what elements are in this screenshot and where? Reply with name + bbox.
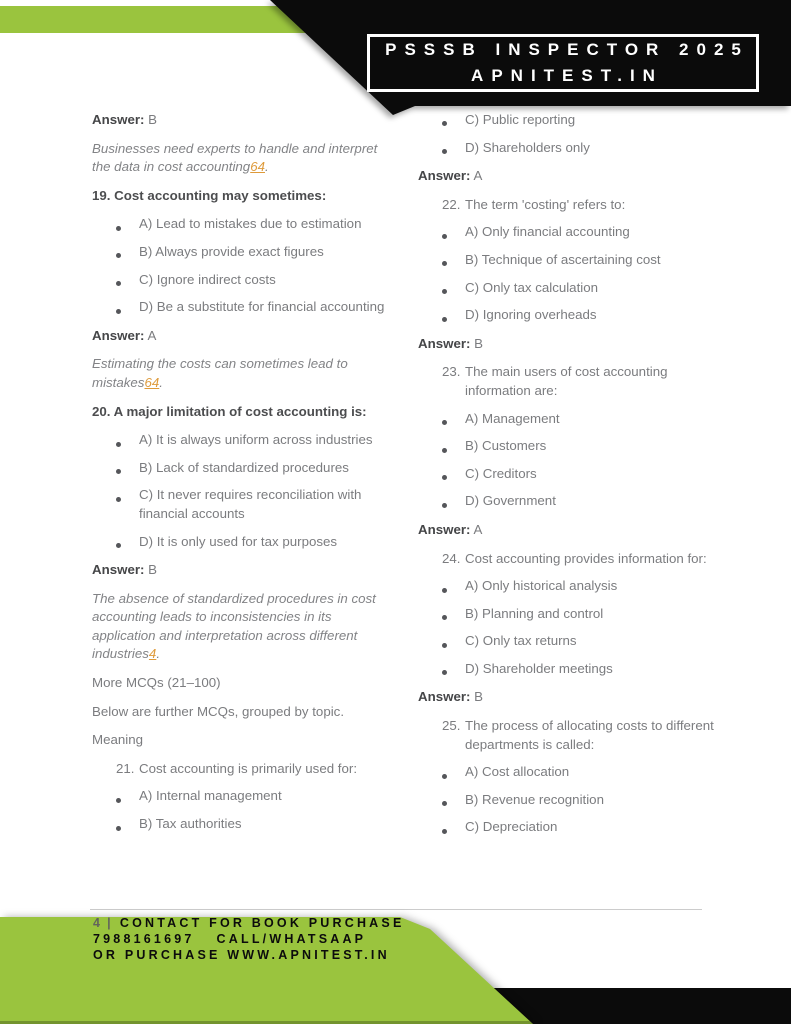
bullet-icon	[442, 420, 447, 425]
numbered-question	[418, 196, 720, 215]
bullet-icon	[442, 121, 447, 126]
footer-divider	[90, 909, 702, 910]
footer-whatsapp-label: CALL/WHATSAAP	[216, 932, 367, 946]
option-item	[92, 533, 394, 552]
explanation-text: The absence of standardized procedures in cost accounting leads to inconsistencies in its application and interpretation across different industries	[92, 590, 376, 662]
bullet-icon	[442, 317, 447, 322]
page-number: 4	[93, 916, 104, 930]
option-list	[92, 215, 394, 316]
option-list	[418, 410, 720, 511]
option-text: C) It never requires reconciliation with financial accounts	[139, 487, 362, 521]
bullet-marker	[442, 111, 465, 130]
option-item	[92, 298, 394, 317]
answer-value: A	[473, 521, 483, 537]
answer-value: B	[474, 335, 484, 351]
bullet-icon	[442, 289, 447, 294]
option-text: C) Ignore indirect costs	[139, 271, 276, 287]
question-number: 23.	[442, 364, 461, 380]
bullet-icon	[116, 469, 121, 474]
bullet-icon	[442, 149, 447, 154]
bullet-marker	[116, 815, 139, 834]
bullet-icon	[442, 503, 447, 508]
explanation-paragraph	[92, 355, 394, 392]
option-item	[418, 818, 720, 837]
question-text: Cost accounting is primarily used for:	[139, 760, 358, 776]
answer-label: Answer:	[92, 562, 145, 578]
question-text: The process of allocating costs to different departments is called:	[465, 718, 714, 752]
option-text: A) Cost allocation	[465, 764, 570, 780]
title-box	[367, 34, 759, 92]
answer-label: Answer:	[418, 689, 471, 705]
option-text: A) Management	[465, 410, 560, 426]
answer-label: Answer:	[92, 327, 145, 343]
paragraph: More MCQs (21–100)	[92, 675, 221, 691]
answer-line	[418, 521, 720, 540]
bullet-icon	[116, 253, 121, 258]
bullet-icon	[442, 829, 447, 834]
answer-label: Answer:	[418, 335, 471, 351]
option-text: B) Technique of ascertaining cost	[465, 251, 661, 267]
option-text: A) Lead to mistakes due to estimation	[139, 216, 362, 232]
bullet-marker	[442, 660, 465, 679]
option-text: B) Planning and control	[465, 605, 604, 621]
bullet-icon	[442, 448, 447, 453]
option-text: C) Depreciation	[465, 819, 558, 835]
option-item	[418, 251, 720, 270]
option-item	[92, 243, 394, 262]
numbered-question	[92, 760, 394, 779]
bullet-marker	[442, 410, 465, 429]
numbered-question	[418, 363, 720, 400]
bullet-icon	[116, 497, 121, 502]
bullet-marker	[442, 437, 465, 456]
bullet-marker	[442, 465, 465, 484]
bullet-marker	[116, 271, 139, 290]
option-item	[418, 279, 720, 298]
footer-website-label: OR PURCHASE WWW.APNITEST.IN	[93, 948, 390, 962]
bullet-icon	[116, 543, 121, 548]
option-item	[92, 815, 394, 834]
option-item	[92, 486, 394, 523]
option-text: D) Shareholder meetings	[465, 660, 613, 676]
bullet-marker	[116, 298, 139, 317]
question-heading: 20. A major limitation of cost accounting is:	[92, 403, 367, 419]
option-item	[92, 459, 394, 478]
option-item	[92, 215, 394, 234]
answer-line	[92, 327, 394, 346]
bullet-marker	[116, 787, 139, 806]
option-list	[92, 787, 394, 833]
answer-line	[418, 688, 720, 707]
bullet-marker	[116, 215, 139, 234]
bullet-icon	[442, 475, 447, 480]
question-text: Cost accounting provides information for:	[465, 550, 707, 566]
question-heading: 19. Cost accounting may sometimes:	[92, 187, 327, 203]
option-item	[418, 605, 720, 624]
option-list	[418, 223, 720, 324]
question-number: 22.	[442, 196, 461, 212]
option-item	[92, 431, 394, 450]
answer-value: A	[473, 168, 483, 184]
numbered-question	[418, 550, 720, 569]
answer-line	[92, 111, 394, 130]
bullet-icon	[442, 774, 447, 779]
option-text: B) Always provide exact figures	[139, 243, 324, 259]
bullet-icon	[442, 670, 447, 675]
bullet-marker	[442, 632, 465, 651]
bullet-marker	[442, 605, 465, 624]
option-item	[418, 223, 720, 242]
option-text: C) Only tax calculation	[465, 279, 599, 295]
bullet-marker	[442, 818, 465, 837]
question-number: 21.	[116, 760, 135, 776]
bullet-marker	[116, 459, 139, 478]
answer-line	[418, 167, 720, 186]
bullet-marker	[116, 486, 139, 523]
answer-value: B	[148, 112, 158, 127]
answer-line	[92, 561, 394, 580]
bullet-marker	[442, 279, 465, 298]
bullet-marker	[442, 223, 465, 242]
option-item	[418, 632, 720, 651]
option-item	[418, 660, 720, 679]
option-text: B) Revenue recognition	[465, 791, 604, 807]
bullet-icon	[116, 309, 121, 314]
option-item	[418, 437, 720, 456]
explanation-paragraph	[92, 140, 394, 177]
paragraph: Below are further MCQs, grouped by topic.	[92, 703, 345, 719]
option-text: B) Lack of standardized procedures	[139, 459, 349, 475]
option-item	[92, 787, 394, 806]
option-text: C) Public reporting	[465, 112, 576, 127]
answer-value: B	[148, 562, 158, 578]
bullet-marker	[442, 251, 465, 270]
bullet-icon	[442, 234, 447, 239]
question-text: The main users of cost accounting information are:	[465, 364, 668, 398]
bullet-marker	[116, 533, 139, 552]
paragraph: Meaning	[92, 732, 144, 748]
content-column-right	[418, 111, 720, 847]
explanation-paragraph	[92, 590, 394, 664]
option-list	[418, 111, 720, 157]
bullet-icon	[442, 261, 447, 266]
explanation-period: .	[265, 159, 269, 175]
option-list	[92, 431, 394, 551]
option-text: B) Tax authorities	[139, 816, 242, 832]
page-title-line-1: PSSSB INSPECTOR 2025	[385, 40, 749, 59]
option-item	[418, 306, 720, 325]
question-number: 24.	[442, 550, 461, 566]
bullet-icon	[442, 588, 447, 593]
option-text: D) It is only used for tax purposes	[139, 533, 338, 549]
bullet-icon	[442, 615, 447, 620]
bullet-icon	[116, 798, 121, 803]
option-text: D) Be a substitute for financial accounting	[139, 299, 385, 315]
question-number: 25.	[442, 718, 461, 734]
answer-label: Answer:	[92, 112, 145, 127]
bullet-marker	[442, 763, 465, 782]
bullet-icon	[442, 643, 447, 648]
option-item	[418, 763, 720, 782]
bullet-icon	[116, 826, 121, 831]
footer-line-3	[93, 947, 405, 963]
bullet-marker	[116, 243, 139, 262]
answer-value: B	[474, 689, 484, 705]
explanation-period: .	[159, 374, 163, 390]
option-item	[92, 271, 394, 290]
bullet-marker	[442, 577, 465, 596]
option-item	[418, 492, 720, 511]
answer-label: Answer:	[418, 168, 471, 184]
citation-link[interactable]: 4	[148, 646, 157, 662]
option-text: D) Shareholders only	[465, 139, 590, 155]
option-item	[418, 791, 720, 810]
explanation-text: Businesses need experts to handle and interpret the data in cost accounting	[92, 140, 378, 175]
option-text: D) Government	[465, 493, 556, 509]
option-text: B) Customers	[465, 438, 547, 454]
question-text: The term 'costing' refers to:	[465, 196, 626, 212]
page-title-line-2: APNITEST.IN	[471, 66, 663, 85]
option-list	[418, 577, 720, 678]
answer-label: Answer:	[418, 521, 471, 537]
footer-phone-number: 7988161697	[93, 932, 195, 946]
option-text: A) Only historical analysis	[465, 578, 618, 594]
bullet-icon	[442, 801, 447, 806]
footer-text	[93, 915, 405, 963]
option-item	[418, 111, 720, 130]
footer-line-2	[93, 931, 405, 947]
option-text: A) Internal management	[139, 788, 282, 804]
option-text: A) It is always uniform across industries	[139, 432, 373, 448]
bullet-marker	[442, 139, 465, 158]
bullet-icon	[116, 442, 121, 447]
option-text: A) Only financial accounting	[465, 224, 630, 240]
bullet-marker	[116, 431, 139, 450]
option-list	[418, 763, 720, 837]
explanation-period: .	[156, 646, 161, 662]
citation-link[interactable]: 64	[250, 159, 265, 175]
numbered-question	[418, 717, 720, 754]
option-item	[418, 577, 720, 596]
bullet-marker	[442, 791, 465, 810]
option-item	[418, 465, 720, 484]
bullet-icon	[116, 226, 121, 231]
footer-separator: |	[107, 916, 114, 930]
answer-value: A	[147, 327, 157, 343]
option-item	[418, 410, 720, 429]
option-text: C) Only tax returns	[465, 633, 577, 649]
bullet-icon	[116, 281, 121, 286]
explanation-text: Estimating the costs can sometimes lead to mistakes	[92, 356, 348, 390]
answer-line	[418, 335, 720, 354]
option-item	[418, 139, 720, 158]
footer-line-1	[93, 915, 405, 931]
footer-contact-label: CONTACT FOR BOOK PURCHASE	[119, 916, 405, 930]
content-column-left	[92, 111, 394, 844]
citation-link[interactable]: 64	[144, 374, 160, 390]
bullet-marker	[442, 306, 465, 325]
option-text: D) Ignoring overheads	[465, 307, 597, 323]
option-text: C) Creditors	[465, 465, 537, 481]
bullet-marker	[442, 492, 465, 511]
